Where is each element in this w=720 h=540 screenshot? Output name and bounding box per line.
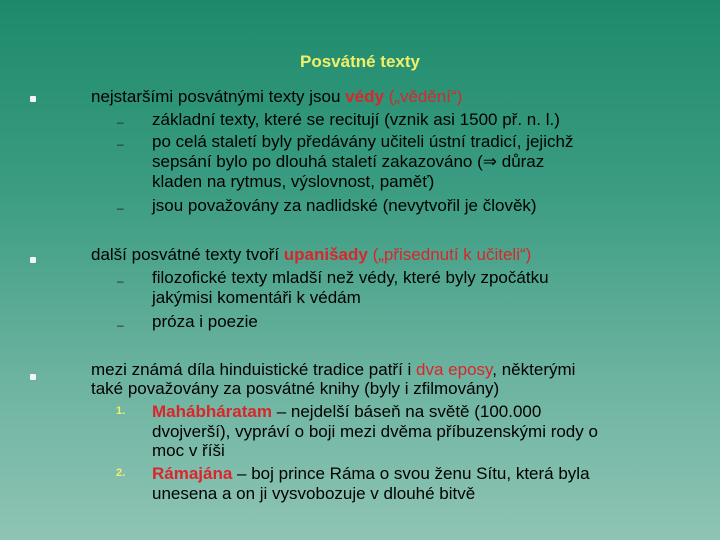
epos-2-line-2: unesena a on ji vysvobozuje v dlouhé bitvě	[152, 484, 476, 503]
upanisady-point-2: próza i poezie	[152, 312, 258, 331]
section-eposy-intro	[91, 360, 575, 380]
highlight-upanisady-meaning: („přisednutí k učiteli“)	[367, 245, 532, 264]
highlight-vedy-meaning: („vědění“)	[383, 87, 463, 106]
epos-1-line-1	[152, 402, 541, 422]
list-number: 2.	[116, 467, 126, 479]
bullet-marker	[30, 96, 36, 102]
text-run: nejstaršími posvátnými texty jsou	[91, 87, 346, 106]
epos-1-line-2: dvojverší), vypráví o boji mezi dvěma příbuzenskými rody o	[152, 422, 598, 441]
vedy-point-1: základní texty, které se recitují (vznik asi 1500 př. n. l.)	[152, 110, 560, 129]
text-run: – boj prince Ráma o svou ženu Sítu, která byla	[232, 464, 590, 483]
bullet-marker	[30, 257, 36, 263]
text-run: mezi známá díla hinduistické tradice patří i	[91, 360, 417, 379]
highlight-mahabharatam: Mahábháratam	[152, 402, 272, 421]
section-eposy-line-2: také považovány za posvátné knihy (byly i zfilmovány)	[91, 379, 500, 398]
epos-1-line-3: moc v říši	[152, 441, 225, 460]
highlight-vedy: védy	[345, 87, 384, 106]
dash-marker: –	[117, 201, 124, 215]
text-run: další posvátné texty tvoří	[91, 245, 284, 264]
slide-title: Posvátné texty	[300, 52, 420, 71]
bullet-marker	[30, 374, 36, 380]
highlight-upanisady: upanišady	[283, 245, 368, 264]
section-vedy-intro	[91, 87, 462, 107]
dash-marker: –	[117, 318, 124, 332]
vedy-point-3: jsou považovány za nadlidské (nevytvořil je člověk)	[152, 196, 537, 215]
text-run: , některými	[492, 360, 576, 379]
highlight-dva-eposy: dva eposy	[416, 360, 493, 379]
upanisady-point-1-line-1: filozofické texty mladší než védy, které byly zpočátku	[152, 268, 549, 287]
highlight-ramajana: Rámajána	[152, 464, 233, 483]
vedy-point-2-line-1: po celá staletí byly předávány učiteli ústní tradicí, jejichž	[152, 132, 574, 151]
vedy-point-2-line-2: sepsání bylo po dlouhá staletí zakazováno (⇒ důraz	[152, 152, 545, 171]
dash-marker: –	[117, 274, 124, 288]
dash-marker: –	[117, 115, 124, 129]
upanisady-point-1-line-2: jakýmisi komentáři k védám	[152, 288, 361, 307]
dash-marker: –	[117, 137, 124, 151]
section-upanisady-intro	[91, 245, 531, 265]
vedy-point-2-line-3: kladen na rytmus, výslovnost, paměť)	[152, 172, 435, 191]
text-run: – nejdelší báseň na světě (100.000	[271, 402, 542, 421]
epos-2-line-1	[152, 464, 590, 484]
list-number: 1.	[116, 405, 126, 417]
